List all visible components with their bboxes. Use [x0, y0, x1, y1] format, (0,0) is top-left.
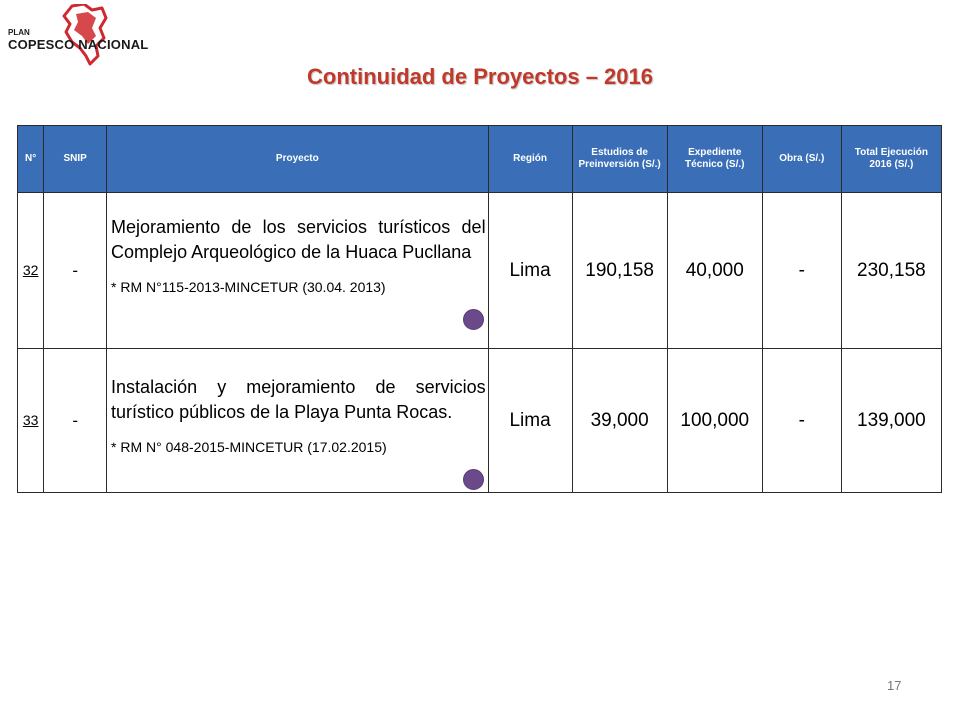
region-cell: Lima [488, 193, 572, 349]
estudios-cell: 39,000 [572, 349, 667, 493]
project-cell [107, 349, 489, 493]
status-dot-icon [463, 309, 484, 330]
expediente-cell: 40,000 [667, 193, 762, 349]
resolution-note: * RM N°115-2013-MINCETUR (30.04. 2013) [111, 279, 386, 295]
header-estudios: Estudios de Preinversión (S/.) [572, 126, 667, 193]
peru-map-icon [62, 4, 108, 66]
total-cell: 230,158 [841, 193, 941, 349]
logo-brand-text: COPESCO NACIONAL [8, 37, 149, 52]
project-name: Instalación y mejoramiento de servicios turístico públicos de la Playa Punta Rocas. [111, 377, 486, 422]
table-header-row [18, 126, 942, 193]
row-number-link[interactable]: 32 [22, 261, 39, 278]
header-num: N° [18, 126, 44, 193]
project-name: Mejoramiento de los servicios turísticos del Complejo Arqueológico de la Huaca Pucllana [111, 217, 486, 262]
plan-copesco-logo [8, 4, 188, 70]
header-region: Región [488, 126, 572, 193]
estudios-cell: 190,158 [572, 193, 667, 349]
header-proyecto: Proyecto [107, 126, 489, 193]
total-cell: 139,000 [841, 349, 941, 493]
expediente-cell: 100,000 [667, 349, 762, 493]
row-number-cell [18, 193, 44, 349]
table-row [18, 193, 942, 349]
header-obra: Obra (S/.) [762, 126, 841, 193]
resolution-note: * RM N° 048-2015-MINCETUR (17.02.2015) [111, 439, 387, 455]
obra-cell: - [762, 349, 841, 493]
project-cell [107, 193, 489, 349]
table-row [18, 349, 942, 493]
snip-cell: - [44, 349, 107, 493]
row-number-cell [18, 349, 44, 493]
header-expediente: Expediente Técnico (S/.) [667, 126, 762, 193]
row-number-link[interactable]: 33 [22, 411, 39, 428]
page-number: 17 [887, 678, 902, 693]
region-cell: Lima [488, 349, 572, 493]
logo-plan-text: PLAN [8, 28, 30, 37]
header-total: Total Ejecución 2016 (S/.) [841, 126, 941, 193]
header-snip: SNIP [44, 126, 107, 193]
snip-cell: - [44, 193, 107, 349]
status-dot-icon [463, 469, 484, 490]
projects-table [17, 125, 942, 493]
page-title: Continuidad de Proyectos – 2016 [307, 64, 653, 89]
obra-cell: - [762, 193, 841, 349]
